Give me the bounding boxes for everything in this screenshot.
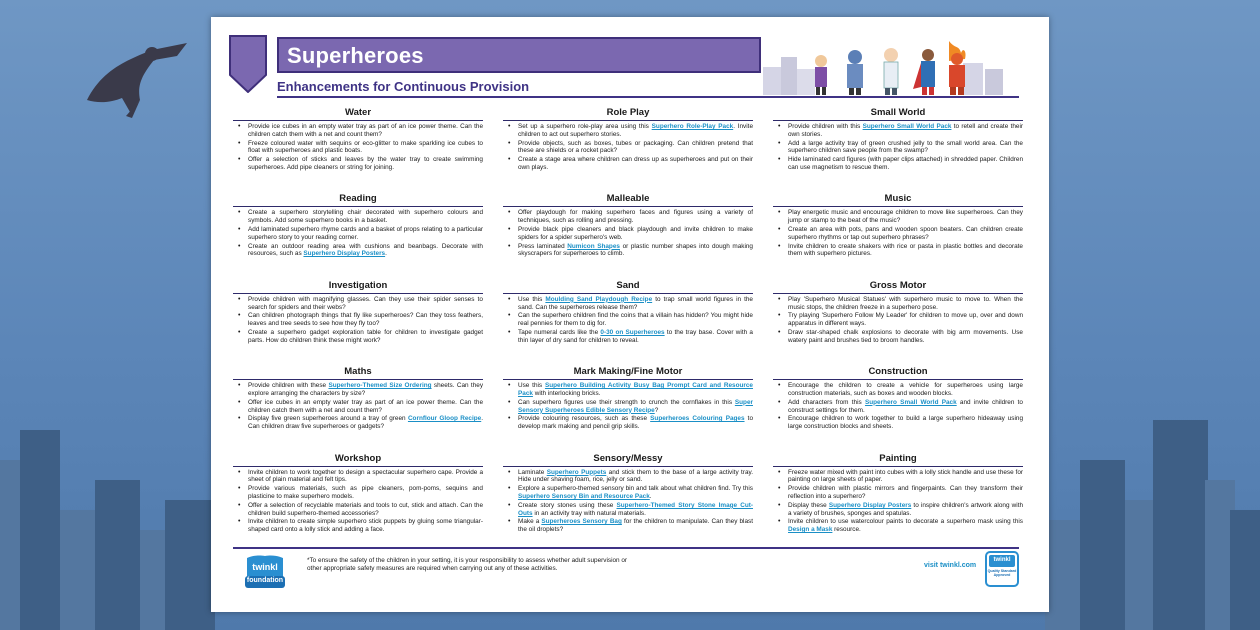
activity-text: Play 'Superhero Musical Statues' with superhero music to move to. When the music stops, the children freeze in a superhero pose.: [788, 295, 1023, 311]
activity-item: [233, 329, 483, 345]
activity-list: [503, 123, 753, 172]
activity-text: Encourage the children to create a vehicle for superheroes using large construction materials, such as boxes and wooden blocks.: [788, 382, 1023, 397]
activity-text: Tape numeral cards like the: [518, 329, 601, 337]
activity-item: [773, 382, 1023, 398]
activity-text: Hide laminated card figures (with paper clips attached) in shredded paper. Children can use magnetism to rescue them.: [788, 156, 1023, 172]
activity-item: [773, 329, 1023, 345]
activity-item: [503, 123, 753, 139]
activity-item: [503, 226, 753, 242]
activity-item: [233, 382, 483, 398]
activity-item: [233, 469, 483, 485]
section-title: Painting: [773, 453, 1023, 467]
section-mark-making-fine-motor: [503, 366, 753, 452]
section-maths: [233, 366, 483, 452]
activity-text: Freeze coloured water with sequins or eco-glitter to make sparkling ice cubes to float with superheroes and plastic boats.: [248, 139, 483, 155]
activity-text: sheets. Can they explore arranging the characters by size?: [248, 382, 483, 397]
activity-item: [503, 485, 753, 501]
activity-text: Create story stones using these: [518, 501, 617, 509]
resource-link[interactable]: Superhero Building Activity Busy Bag Prompt Card and Resource Pack: [518, 382, 753, 397]
superhero-characters-illustration: [763, 39, 1019, 95]
activity-item: [503, 296, 753, 312]
page-title: Superheroes: [287, 43, 424, 68]
section-gross-motor: [773, 280, 1023, 366]
resource-link[interactable]: Superhero-Themed Story Stone Image Cut-Outs: [518, 501, 753, 517]
activity-list: [233, 296, 483, 345]
hero-figure-2: [847, 50, 863, 95]
activity-list: [233, 123, 483, 172]
resource-link[interactable]: Moulding Sand Playdough Recipe: [545, 295, 653, 303]
section-title: Gross Motor: [773, 280, 1023, 294]
activity-item: [503, 156, 753, 172]
activity-item: [773, 296, 1023, 312]
activity-item: [773, 209, 1023, 225]
activity-text: for the children to manipulate. Can they blast the oil droplets?: [518, 518, 753, 534]
activity-text: Use this: [518, 382, 545, 390]
activity-item: [773, 243, 1023, 259]
section-role-play: [503, 107, 753, 193]
activity-item: [773, 156, 1023, 172]
activity-list: [503, 296, 753, 345]
activity-text: Offer a selection of recyclable materials and tools to cut, stick and attach. Can the children build superhero-themed accessories?: [248, 501, 483, 517]
section-title: Reading: [233, 193, 483, 207]
activity-text: . Can children draw five superheroes or gadgets?: [248, 415, 483, 431]
twinkl-foundation-logo-text: [241, 554, 289, 590]
section-title: Mark Making/Fine Motor: [503, 366, 753, 380]
activity-text: Play energetic music and encourage children to move like superheroes. Can they jump or stamp to the beat of the music?: [788, 209, 1023, 225]
activity-item: [503, 209, 753, 225]
activity-item: [233, 243, 483, 259]
activity-text: Offer ice cubes in an empty water tray as part of an ice power theme. Can the children catch them with a net and count them?: [248, 398, 483, 414]
activity-text: Create an outdoor reading area with cushions and beanbags. Decorate with resources, such as: [248, 242, 483, 258]
hero-figure-3: [884, 48, 898, 95]
section-title: Workshop: [233, 453, 483, 467]
activity-item: [503, 399, 753, 415]
activity-item: [773, 123, 1023, 139]
activity-text: resource.: [832, 526, 861, 534]
activity-text: .: [649, 493, 652, 501]
activity-item: [503, 502, 753, 518]
activity-text: Try playing 'Superhero Follow My Leader' for children to move up, over and down apparatus in different ways.: [788, 312, 1023, 328]
activity-text: and stick them to the base of a large activity tray. Hide under shaving foam, rice, jelly or sand.: [518, 468, 753, 484]
activity-text: Draw star-shaped chalk explosions to decorate with big arm movements. Use watery paint and brushes tied to broom handles.: [788, 329, 1023, 344]
activity-text: Can the superhero children find the coins that a villain has hidden? You might hide real pennies for them to dig for.: [518, 312, 753, 328]
safety-note: *To ensure the safety of the children in your setting, it is your responsibility to assess whether adult supervision or other appropriate safety measures are required when carrying out any of these activities.: [307, 557, 628, 573]
activity-text: Can superhero figures use their strength to crunch the cornflakes in this: [518, 398, 735, 406]
skyline-right: [1045, 330, 1260, 630]
activity-item: [233, 140, 483, 156]
activity-text: with interlocking bricks.: [532, 390, 601, 397]
activity-text: Provide black pipe cleaners and black playdough and invite children to make spiders for a spider superhero's web.: [518, 226, 753, 241]
resource-link[interactable]: Superhero-Themed Size Ordering: [328, 382, 432, 390]
activity-item: [233, 502, 483, 518]
section-painting: [773, 453, 1023, 539]
activity-text: Create a superhero storytelling chair decorated with superhero colours and symbols. Add some superhero books in a basket.: [248, 209, 483, 225]
activity-text: Offer playdough for making superhero faces and figures using a variety of techniques, such as rolling and pressing.: [518, 209, 753, 225]
activity-text: to trap small world figures in the sand. Can the superheroes release them?: [518, 295, 753, 311]
activity-item: [503, 415, 753, 431]
resource-link[interactable]: Super Sensory Superheroes Edible Sensory Recipe: [518, 398, 753, 414]
activity-item: [773, 502, 1023, 518]
activity-list: [233, 469, 483, 535]
activity-text: Provide children with magnifying glasses. Can they use their spider senses to search for spiders and their webs?: [248, 295, 483, 311]
activity-text: Laminate: [518, 468, 547, 476]
activity-item: [233, 312, 483, 328]
activities-grid: [233, 107, 1023, 539]
activity-list: [233, 382, 483, 431]
section-title: Sand: [503, 280, 753, 294]
activity-text: Provide objects, such as boxes, tubes or packaging. Can children pretend that these are shields or a rocket pack?: [518, 139, 753, 155]
activity-text: Invite children to work together to design a spectacular superhero cape. Provide a sheet of plain material and felt tips.: [248, 468, 483, 484]
section-title: Role Play: [503, 107, 753, 121]
activity-text: Display five green superheroes around a tray of green: [248, 415, 408, 423]
activity-list: [503, 209, 753, 258]
section-sensory-messy: [503, 453, 753, 539]
activity-list: [773, 209, 1023, 258]
activity-list: [773, 469, 1023, 535]
activity-text: and invite children to construct settings for them.: [788, 398, 1023, 414]
section-title: Music: [773, 193, 1023, 207]
activity-text: Encourage children to work together to build a large superhero hideaway using large construction blocks and sheets.: [788, 415, 1023, 431]
activity-item: [233, 415, 483, 431]
activity-item: [773, 140, 1023, 156]
activity-item: [503, 329, 753, 345]
activity-item: [233, 518, 483, 534]
activity-text: Create a stage area where children can dress up as superheroes and put on their own plays.: [518, 156, 753, 172]
activity-text: in an activity tray with natural materials.: [532, 509, 646, 517]
resource-link[interactable]: Superhero Display Posters: [828, 501, 912, 509]
activity-text: Create a superhero gadget exploration table for children to investigate gadget parts. How do children think these might work?: [248, 329, 483, 344]
section-music: [773, 193, 1023, 279]
activity-list: [773, 382, 1023, 431]
visit-twinkl-link[interactable]: visit twinkl.com: [924, 562, 977, 569]
activity-text: .: [385, 250, 387, 258]
activity-text: to inspire children's artwork along with a variety of brushes, sponges and spatulas.: [788, 501, 1023, 517]
activity-list: [503, 382, 753, 431]
title-bar: [277, 37, 761, 73]
activity-item: [773, 415, 1023, 431]
resource-link[interactable]: Superhero Small World Pack: [864, 398, 957, 406]
activity-item: [773, 399, 1023, 415]
section-title: Sensory/Messy: [503, 453, 753, 467]
activity-item: [233, 156, 483, 172]
activity-text: to the tray base. Cover with a thin layer of dry sand for children to reveal.: [518, 329, 753, 344]
activity-text: Provide colouring resources, such as these: [518, 415, 651, 423]
activity-text: Create an area with pots, pans and wooden spoon beaters. Can children create superhero rhythms or tap out superhero phrases?: [788, 226, 1023, 241]
resource-link[interactable]: Superheroes Colouring Pages: [650, 415, 745, 423]
page-subtitle: Enhancements for Continuous Provision: [277, 79, 530, 94]
activity-list: [503, 469, 753, 535]
section-water: [233, 107, 483, 193]
activity-text: Provide children with this: [788, 123, 863, 130]
section-title: Water: [233, 107, 483, 121]
logo-right-top-text: twinkl: [993, 557, 1011, 563]
resource-link[interactable]: Superhero Puppets: [546, 468, 607, 476]
activity-text: Add laminated superhero rhyme cards and a basket of props relating to a particular superhero story to your reading corner.: [248, 226, 483, 241]
activity-text: Set up a superhero role-play area using this: [518, 123, 652, 130]
activity-item: [503, 382, 753, 398]
activity-text: . Invite children to act out superhero stories.: [518, 123, 753, 138]
resource-link[interactable]: Superhero Sensory Bin and Resource Pack: [518, 493, 650, 501]
section-reading: [233, 193, 483, 279]
activity-text: Add a large activity tray of green crushed jelly to the small world area. Can the superhero children save people from the swamp?: [788, 139, 1023, 155]
activity-text: Invite children to use watercolour paints to decorate a superhero mask using this: [788, 518, 1023, 526]
activity-text: Explore a superhero-themed sensory bin and talk about what children find. Try this: [518, 485, 753, 493]
activity-text: Add characters from this: [788, 398, 865, 406]
activity-item: [233, 209, 483, 225]
section-workshop: [233, 453, 483, 539]
activity-item: [773, 312, 1023, 328]
hero-figure-5: [949, 41, 966, 95]
activity-item: [503, 518, 753, 534]
section-title: Malleable: [503, 193, 753, 207]
activity-item: [503, 243, 753, 259]
activity-text: ?: [654, 406, 659, 414]
section-title: Maths: [233, 366, 483, 380]
activity-item: [503, 312, 753, 328]
header-bookmark-tab: [229, 35, 267, 93]
activity-item: [773, 485, 1023, 501]
activity-text: Press laminated: [518, 242, 568, 250]
activity-text: Invite children to create shakers with rice or pasta in plastic bottles and decorate them with superhero pictures.: [788, 242, 1023, 258]
activity-item: [233, 296, 483, 312]
activity-text: Provide children with these: [248, 382, 329, 390]
hero-figure-4: [913, 49, 935, 95]
activity-item: [773, 226, 1023, 242]
activity-text: Can children photograph things that fly like superheroes? Can they toss feathers, leaves and tree seeds to see how they fly too?: [248, 312, 483, 328]
activity-text: Display these: [788, 501, 829, 509]
resource-link[interactable]: Superheroes Sensory Bag: [541, 518, 622, 526]
quality-standard-badge-text: [985, 551, 1019, 587]
activity-text: Make a: [518, 518, 542, 526]
activity-item: [233, 226, 483, 242]
resource-link[interactable]: Superhero Small World Pack: [862, 123, 952, 130]
section-construction: [773, 366, 1023, 452]
resource-link[interactable]: 0-30 on Superheroes: [600, 329, 665, 337]
section-title: Small World: [773, 107, 1023, 121]
resource-link[interactable]: Design a Mask: [788, 526, 833, 534]
skyline-left: [0, 330, 215, 630]
section-title: Construction: [773, 366, 1023, 380]
activity-list: [773, 296, 1023, 345]
activity-text: Provide ice cubes in an empty water tray as part of an ice power theme. Can the children catch them with a net and count them?: [248, 123, 483, 138]
activity-text: Invite children to create simple superhero stick puppets by gluing some triangular-shaped card onto a lolly stick and adding a face.: [248, 518, 483, 534]
section-small-world: [773, 107, 1023, 193]
section-sand: [503, 280, 753, 366]
activity-text: Provide children with plastic mirrors and fingerpaints. Can they transform their reflection into a superhero?: [788, 485, 1023, 501]
section-title: Investigation: [233, 280, 483, 294]
resource-link[interactable]: Superhero Role-Play Pack: [651, 123, 734, 130]
poster: [211, 17, 1049, 612]
hero-figure-1: [815, 55, 827, 95]
activity-text: or plastic number shapes into dough making skyscrapers for superheroes to climb.: [518, 242, 753, 258]
activity-item: [773, 518, 1023, 534]
footer-divider: [233, 547, 1019, 549]
header-divider: [277, 96, 1019, 98]
activity-text: to retell and create their own stories.: [788, 123, 1023, 138]
activity-item: [773, 469, 1023, 485]
activity-text: Use this: [518, 295, 546, 303]
resource-link[interactable]: Superhero Display Posters: [303, 250, 386, 258]
activity-item: [233, 485, 483, 501]
logo-right-bottom-text: Quality Standard Approved: [987, 569, 1017, 577]
activity-text: Offer a selection of sticks and leaves by the water tray to create swimming superheroes. Add pipe cleaners or string for joining.: [248, 156, 483, 172]
activity-item: [503, 469, 753, 485]
flying-hero-silhouette: [82, 40, 192, 120]
activity-text: Provide various materials, such as pipe cleaners, pom-poms, sequins and plasticine to make superhero models.: [248, 485, 483, 501]
logo-left-bottom-text: foundation: [246, 577, 284, 584]
activity-text: Freeze water mixed with paint into cubes with a lolly stick handle and use these for painting on large sheets of paper.: [788, 468, 1023, 484]
activity-item: [233, 399, 483, 415]
activity-item: [233, 123, 483, 139]
resource-link[interactable]: Numicon Shapes: [567, 242, 620, 250]
activity-text: to develop mark making and pencil grip skills.: [518, 415, 753, 431]
activity-item: [503, 140, 753, 156]
activity-list: [233, 209, 483, 258]
section-investigation: [233, 280, 483, 366]
logo-left-top-text: twinkl: [252, 562, 278, 572]
resource-link[interactable]: Cornflour Gloop Recipe: [407, 415, 482, 423]
activity-list: [773, 123, 1023, 172]
section-malleable: [503, 193, 753, 279]
